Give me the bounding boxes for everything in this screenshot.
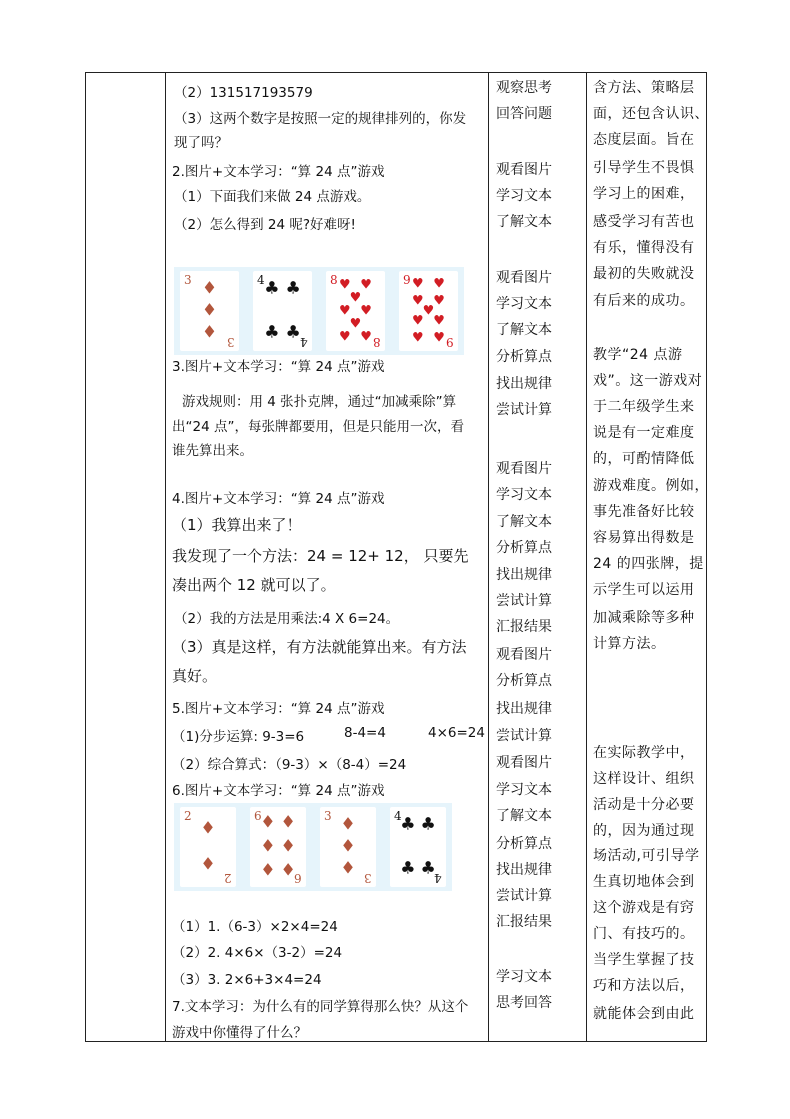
section-heading: 4.图片+文本学习：“算 24 点”游戏 — [172, 491, 385, 507]
activity-line: 学习文本 — [496, 296, 552, 312]
intent-line: 场活动,可引导学 — [593, 848, 700, 864]
playing-cards-image — [174, 803, 452, 891]
activity-line: 汇报结果 — [496, 914, 552, 930]
heart-icon: ♥ — [412, 313, 424, 329]
intent-line: 游戏难度。例如， — [593, 478, 709, 494]
card-rank: 6 — [254, 809, 262, 823]
playing-card — [390, 807, 446, 887]
intent-line: 最初的失败就没 — [593, 266, 695, 282]
lesson-table — [85, 72, 707, 1042]
intent-line: 引导学生不畏惧 — [593, 160, 695, 176]
activity-line: 找出规律 — [496, 701, 552, 717]
activity-line: 找出规律 — [496, 376, 552, 392]
playing-card — [399, 271, 458, 351]
heart-icon: ♥ — [412, 293, 424, 309]
club-icon: ♣ — [285, 322, 301, 343]
text-line: 现了吗？ — [174, 135, 228, 151]
intent-line: 戏”。这一游戏对 — [593, 373, 703, 389]
text-line: 游戏规则：用 4 张扑克牌，通过“加减乘除”算 — [182, 394, 457, 410]
activity-line: 尝试计算 — [496, 402, 552, 418]
diamond-icon: ♦ — [201, 300, 218, 321]
intent-line: 24 的四张牌，提 — [593, 556, 704, 572]
diamond-icon: ♦ — [260, 860, 276, 881]
section-heading: 6.图片+文本学习：“算 24 点”游戏 — [172, 783, 385, 799]
section-heading: 7.文本学习：为什么有的同学算得那么快？从这个 — [172, 999, 469, 1015]
heart-icon: ♥ — [433, 330, 445, 346]
card-rank: 2 — [184, 809, 192, 823]
activity-line: 观察思考 — [496, 80, 552, 96]
activity-line: 了解文本 — [496, 808, 552, 824]
diamond-icon: ♦ — [340, 814, 356, 835]
club-icon: ♣ — [420, 858, 436, 879]
activity-line: 找出规律 — [496, 862, 552, 878]
diamond-icon: ♦ — [280, 836, 296, 857]
intent-line: 含方法、策略层 — [593, 80, 695, 96]
diamond-icon: ♦ — [260, 836, 276, 857]
card-rank: 9 — [403, 273, 411, 287]
card-rank: 9 — [446, 335, 454, 349]
activity-line: 尝试计算 — [496, 728, 552, 744]
activity-line: 观看图片 — [496, 461, 552, 477]
club-icon: ♣ — [264, 322, 280, 343]
intent-line: 这样设计、组织 — [593, 771, 695, 787]
design-intent-column — [587, 73, 707, 1041]
teaching-content-column — [166, 73, 488, 1041]
text-line: 4×6=24 — [428, 725, 485, 741]
section-heading: 3.图片+文本学习：“算 24 点”游戏 — [172, 359, 385, 375]
text-line: （2）怎么得到 24 呢?好难呀! — [174, 217, 356, 233]
intent-line: 就能体会到由此 — [593, 1006, 695, 1022]
card-rank: 8 — [330, 273, 338, 287]
intent-line: 教学“24 点游 — [593, 347, 683, 363]
playing-card — [320, 807, 376, 887]
card-rank: 4 — [257, 273, 265, 287]
heart-icon: ♥ — [433, 276, 445, 292]
diamond-icon: ♦ — [201, 278, 218, 299]
activity-line: 汇报结果 — [496, 619, 552, 635]
intent-line: 计算方法。 — [593, 636, 666, 652]
heart-icon: ♥ — [349, 290, 362, 306]
section-heading: 5.图片+文本学习：“算 24 点”游戏 — [172, 701, 385, 717]
intent-line: 生真切地体会到 — [593, 874, 695, 890]
activity-line: 回答问题 — [496, 106, 552, 122]
heart-icon: ♥ — [349, 316, 362, 332]
intent-line: 容易算出得数是 — [593, 530, 695, 546]
heart-icon: ♥ — [412, 276, 424, 292]
intent-line: 加减乘除等多种 — [593, 610, 695, 626]
text-line: （2）综合算式：（9-3）×（8-4）=24 — [172, 757, 407, 773]
card-rank: 8 — [373, 335, 381, 349]
intent-line: 说是有一定难度 — [593, 425, 695, 441]
diamond-icon: ♦ — [340, 836, 356, 857]
activity-line: 分析算点 — [496, 836, 552, 852]
intent-line: 事先准备好比较 — [593, 504, 695, 520]
activity-line: 学习文本 — [496, 487, 552, 503]
intent-line: 学习上的困难， — [593, 186, 695, 202]
text-line: （3）3. 2×6+3×4=24 — [172, 972, 322, 988]
intent-line: 巧和方法以后， — [593, 978, 695, 994]
text-line: （1）下面我们来做 24 点游戏。 — [174, 189, 371, 205]
activity-line: 了解文本 — [496, 214, 552, 230]
text-line: （1）1.（6-3）×2×4=24 — [172, 919, 338, 935]
text-line: （1)分步运算: 9-3=6 — [172, 729, 305, 745]
activity-line: 分析算点 — [496, 673, 552, 689]
heart-icon: ♥ — [339, 329, 351, 345]
heart-icon: ♥ — [433, 293, 445, 309]
intent-line: 这个游戏是有窍 — [593, 900, 695, 916]
text-line: （2）我的方法是用乘法:4 X 6=24。 — [174, 611, 400, 627]
activity-line: 观看图片 — [496, 270, 552, 286]
activity-line: 观看图片 — [496, 647, 552, 663]
playing-card — [326, 271, 385, 351]
activity-line: 了解文本 — [496, 514, 552, 530]
activity-line: 观看图片 — [496, 755, 552, 771]
text-line: （3）这两个数字是按照一定的规律排列的，你发 — [174, 111, 467, 127]
card-rank: 3 — [227, 335, 235, 349]
playing-card — [250, 807, 306, 887]
diamond-icon: ♦ — [201, 322, 218, 343]
diamond-icon: ♦ — [280, 860, 296, 881]
playing-card — [253, 271, 312, 351]
card-rank: 6 — [294, 871, 302, 885]
text-line: 谁先算出来。 — [172, 443, 253, 459]
activity-line: 思考回答 — [496, 995, 552, 1011]
activity-line: 分析算点 — [496, 349, 552, 365]
heart-icon: ♥ — [433, 313, 445, 329]
heart-icon: ♥ — [360, 329, 372, 345]
text-line: 凑出两个 12 就可以了。 — [172, 576, 336, 594]
heart-icon: ♥ — [339, 277, 351, 293]
intent-line: 的，可酌情降低 — [593, 451, 695, 467]
intent-line: 门、有技巧的。 — [593, 926, 695, 942]
playing-cards-image — [174, 267, 464, 355]
card-rank: 4 — [394, 809, 402, 823]
card-rank: 4 — [434, 871, 442, 885]
activity-line: 尝试计算 — [496, 888, 552, 904]
intent-line: 示学生可以运用 — [593, 582, 695, 598]
card-rank: 3 — [184, 273, 192, 287]
activity-line: 学习文本 — [496, 969, 552, 985]
diamond-icon: ♦ — [200, 818, 216, 839]
activity-line: 学习文本 — [496, 188, 552, 204]
section-heading: 2.图片+文本学习：“算 24 点”游戏 — [172, 164, 385, 180]
diamond-icon: ♦ — [340, 858, 356, 879]
diamond-icon: ♦ — [280, 812, 296, 833]
activity-line: 分析算点 — [496, 540, 552, 556]
activity-line: 尝试计算 — [496, 593, 552, 609]
card-rank: 2 — [224, 871, 232, 885]
club-icon: ♣ — [285, 278, 301, 299]
intent-line: 态度层面。旨在 — [593, 132, 695, 148]
text-line: （2）2. 4×6×（3-2）=24 — [172, 945, 343, 961]
text-line: 我发现了一个方法：24 = 12+ 12， 只要先 — [172, 547, 469, 565]
intent-line: 于二年级学生来 — [593, 399, 695, 415]
text-line: 真好。 — [172, 667, 218, 685]
activity-line: 学习文本 — [496, 782, 552, 798]
intent-line: 有后来的成功。 — [593, 293, 695, 309]
text-line: （1）我算出来了！ — [172, 516, 302, 534]
text-line: （2）131517193579 — [174, 85, 313, 101]
intent-line: 的，因为通过现 — [593, 823, 695, 839]
intent-line: 感受学习有苦也 — [593, 214, 695, 230]
text-line: 游戏中你懂得了什么？ — [172, 1025, 307, 1041]
club-icon: ♣ — [264, 278, 280, 299]
activity-line: 了解文本 — [496, 322, 552, 338]
club-icon: ♣ — [400, 858, 416, 879]
text-line: 出“24 点”，每张牌都要用，但是只能用一次，看 — [172, 419, 464, 435]
intent-line: 在实际教学中， — [593, 745, 695, 761]
text-line: （3）真是这样，有方法就能算出来。有方法 — [172, 638, 467, 656]
playing-card — [180, 271, 239, 351]
heart-icon: ♥ — [339, 303, 351, 319]
activity-line: 找出规律 — [496, 567, 552, 583]
card-rank: 3 — [364, 871, 372, 885]
text-line: 8-4=4 — [344, 725, 386, 741]
club-icon: ♣ — [400, 814, 416, 835]
heart-icon: ♥ — [412, 330, 424, 346]
diamond-icon: ♦ — [260, 812, 276, 833]
card-rank: 4 — [300, 335, 308, 349]
intent-line: 有乐，懂得没有 — [593, 240, 695, 256]
club-icon: ♣ — [420, 814, 436, 835]
heart-icon: ♥ — [360, 277, 372, 293]
diamond-icon: ♦ — [200, 854, 216, 875]
heart-icon: ♥ — [422, 303, 435, 319]
playing-card — [180, 807, 236, 887]
activity-line: 观看图片 — [496, 162, 552, 178]
card-rank: 3 — [324, 809, 332, 823]
intent-line: 面，还包含认识、 — [593, 106, 709, 122]
student-activity-column — [489, 73, 586, 1041]
intent-line: 当学生掌握了技 — [593, 952, 695, 968]
heart-icon: ♥ — [360, 303, 372, 319]
intent-line: 活动是十分必要 — [593, 797, 695, 813]
